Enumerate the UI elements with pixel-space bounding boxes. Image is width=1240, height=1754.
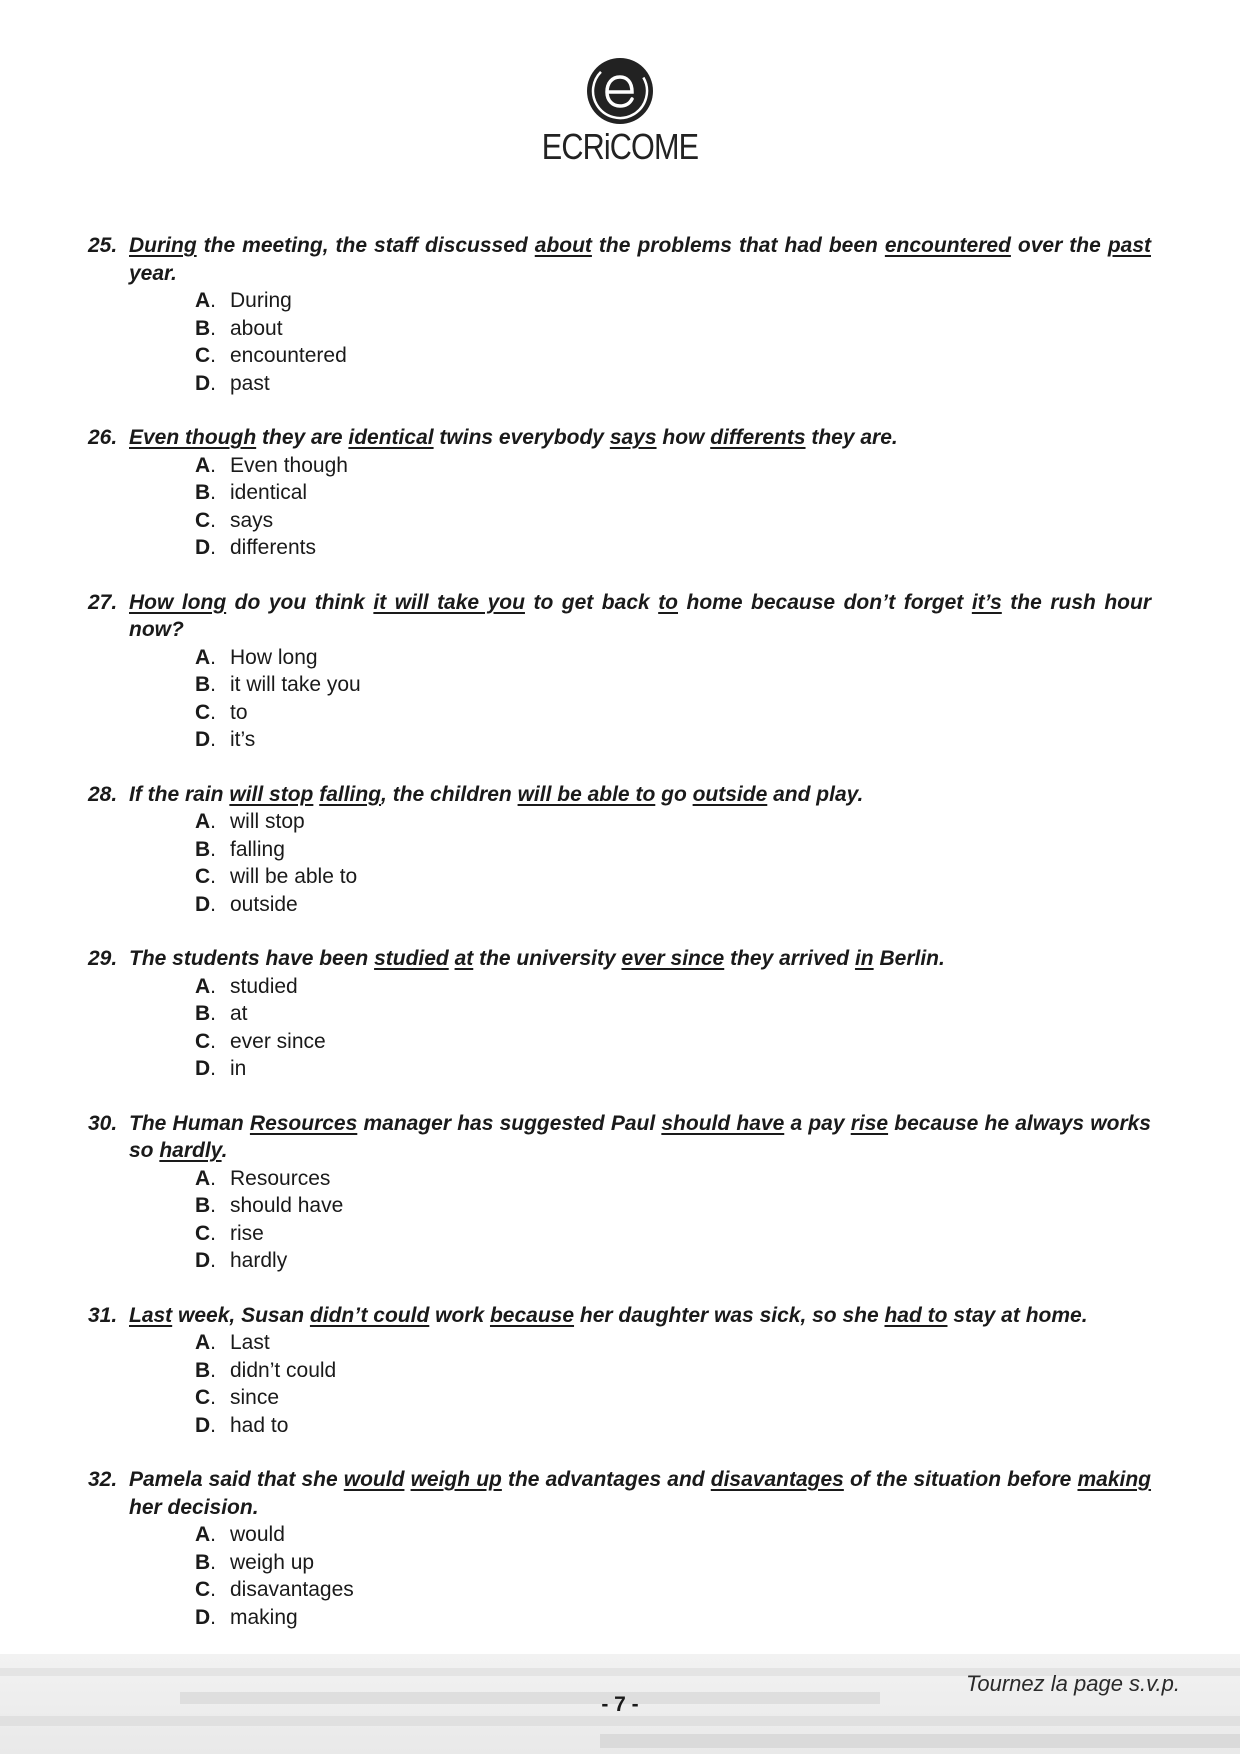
question-27 [88,589,1151,754]
option-letter-text: C [195,1578,211,1601]
text-segment: of the situation before [843,1468,1078,1491]
option-letter: B. [195,1194,217,1217]
option-text: studied [230,974,298,998]
option-letter: C. [195,344,217,367]
option-text: had to [230,1413,289,1437]
answer-option-b[interactable] [195,1000,1151,1028]
underlined-segment: How long [129,590,227,614]
option-letter: C. [195,1386,217,1409]
option-text: encountered [230,344,347,367]
answer-option-d[interactable] [195,891,1151,919]
option-text: about [230,316,283,340]
option-letter: D. [195,1605,217,1629]
underlined-segment: Even though [129,426,257,449]
option-letter-text: D [195,1249,211,1272]
underlined-segment: should have [661,1111,785,1135]
question-text [129,945,1151,973]
question-stem [88,424,1151,452]
question-number: 26. [88,426,118,449]
answer-option-c[interactable] [195,507,1151,535]
option-letter: A. [195,810,217,833]
logo-wordmark: ECRiCOME [541,126,699,167]
option-letter: A. [195,645,217,669]
underlined-segment: differents [710,426,806,449]
option-text: ever since [230,1029,326,1053]
answer-option-a[interactable] [195,1329,1151,1357]
underlined-segment: identical [348,426,434,449]
option-text: will stop [230,810,305,833]
option-text: at [230,1002,248,1025]
text-segment: a pay [784,1111,851,1135]
option-letter: D. [195,1057,217,1080]
answer-option-a[interactable] [195,287,1151,315]
underlined-segment: says [609,426,657,449]
option-letter-text: C [195,865,211,888]
question-stem [88,589,1151,644]
option-letter: D. [195,892,217,916]
option-letter-text: D [195,892,211,916]
text-segment: home because don’t forget [678,590,972,614]
answer-option-a[interactable] [195,808,1151,836]
answer-option-d[interactable] [195,1247,1151,1275]
option-text: would [230,1523,285,1546]
answer-options [195,644,1151,754]
text-segment: Pamela said that she [129,1468,344,1491]
question-32 [88,1466,1151,1631]
option-text: rise [230,1221,264,1245]
text-segment: the rush hour now? [129,590,1151,641]
answer-options [195,287,1151,397]
text-segment: Berlin. [873,947,945,970]
option-letter: B. [195,837,217,861]
question-stem [88,1302,1151,1330]
option-letter: D. [195,536,217,559]
option-letter-text: B [195,481,211,504]
question-text [129,589,1151,644]
question-stem [88,945,1151,973]
answer-option-c[interactable] [195,1576,1151,1604]
option-letter: C. [195,1578,217,1601]
option-letter: D. [195,1249,217,1272]
option-letter: A. [195,1166,217,1190]
answer-option-a[interactable] [195,1521,1151,1549]
answer-option-d[interactable] [195,1604,1151,1632]
question-text [129,781,1151,809]
turn-page-note: Tournez la page s.v.p. [965,1671,1180,1696]
text-segment: the meeting, the staff discussed [196,234,535,257]
question-number: 25. [88,234,118,257]
underlined-segment: disavantages [710,1468,844,1491]
text-segment: her decision. [129,1495,259,1519]
option-letter: A. [195,289,217,312]
question-text [129,232,1151,287]
text-segment: they arrived [724,947,855,970]
option-letter-text: A [195,810,211,833]
text-segment: the university [473,947,622,970]
option-letter: B. [195,1550,217,1574]
underlined-segment: because [489,1303,575,1327]
option-text: outside [230,892,298,916]
text-segment: over the [1010,234,1108,257]
question-25 [88,232,1151,397]
option-letter-text: A [195,1331,211,1354]
text-segment: manager has suggested Paul [357,1111,662,1135]
option-letter-text: D [195,1605,211,1629]
option-letter: C. [195,508,217,532]
question-26 [88,424,1151,562]
ecricome-e-icon [587,58,653,124]
option-letter: A. [195,1523,217,1546]
answer-option-a[interactable] [195,1165,1151,1193]
answer-options [195,452,1151,562]
question-stem [88,232,1151,287]
option-letter-text: C [195,1386,211,1409]
option-letter: C. [195,700,217,724]
option-letter: B. [195,481,217,504]
question-number: 30. [88,1111,118,1135]
text-segment: because he always works so [129,1111,1151,1162]
ecricome-logo [0,58,1240,168]
text-segment: the problems that had been [591,234,885,257]
option-letter: D. [195,371,217,395]
option-text: it will take you [230,673,361,696]
question-text [129,1110,1151,1165]
option-text: How long [230,645,318,669]
option-letter-text: D [195,371,211,395]
option-letter: C. [195,1221,217,1245]
answer-option-c[interactable] [195,342,1151,370]
option-letter-text: D [195,1413,211,1437]
answer-option-a[interactable] [195,452,1151,480]
question-stem [88,781,1151,809]
underlined-segment: at [454,947,474,970]
option-text: didn’t could [230,1358,337,1382]
option-letter-text: D [195,728,211,751]
option-letter-text: B [195,1550,211,1574]
answer-option-d[interactable] [195,534,1151,562]
option-letter-text: B [195,1194,211,1217]
answer-option-d[interactable] [195,1412,1151,1440]
question-stem [88,1466,1151,1521]
question-number: 28. [88,782,118,806]
underlined-segment: would [343,1468,405,1491]
answer-option-c[interactable] [195,1220,1151,1248]
option-text: falling [230,837,285,861]
answer-option-d[interactable] [195,370,1151,398]
underlined-segment: past [1107,234,1151,257]
option-text: to [230,700,248,724]
option-text: differents [230,536,316,559]
answer-option-c[interactable] [195,699,1151,727]
underlined-segment: in [854,947,874,970]
option-text: Last [230,1331,270,1354]
answer-options [195,1329,1151,1439]
option-text: During [230,289,292,312]
option-text: in [230,1057,247,1080]
underlined-segment: weigh up [410,1468,502,1491]
option-letter-text: A [195,974,211,998]
option-letter-text: B [195,1358,211,1382]
answer-option-b[interactable] [195,1192,1151,1220]
option-letter-text: C [195,700,211,724]
page-number: - 7 - [601,1693,639,1716]
answer-options [195,1165,1151,1275]
question-number: 29. [88,947,118,970]
answer-option-b[interactable] [195,1357,1151,1385]
question-31 [88,1302,1151,1440]
question-number: 31. [88,1303,118,1327]
underlined-segment: falling [319,782,382,806]
text-segment: her daughter was sick, so she [574,1303,885,1327]
option-text: it’s [230,728,256,751]
underlined-segment: about [534,234,592,257]
answer-option-b[interactable] [195,315,1151,343]
option-letter-text: B [195,673,211,696]
underlined-segment: will stop [229,782,314,806]
option-letter-text: A [195,645,211,669]
underlined-segment: encountered [884,234,1011,257]
option-text: disavantages [230,1578,354,1601]
option-letter-text: B [195,1002,211,1025]
underlined-segment: to [658,590,679,614]
text-segment: how [656,426,711,449]
underlined-segment: studied [374,947,449,970]
option-letter-text: A [195,453,211,477]
option-letter-text: D [195,1057,211,1080]
answer-option-b[interactable] [195,836,1151,864]
answer-option-b[interactable] [195,479,1151,507]
option-text: says [230,508,274,532]
text-segment: stay at home. [947,1303,1088,1327]
text-segment: the advantages and [501,1468,711,1491]
text-segment: , the children [381,782,518,806]
option-letter-text: A [195,289,211,312]
text-segment: go [655,782,693,806]
underlined-segment: it will take you [373,590,525,614]
underlined-segment: rise [850,1111,889,1135]
answer-option-c[interactable] [195,1028,1151,1056]
option-letter-text: B [195,316,211,340]
answer-option-b[interactable] [195,671,1151,699]
answer-option-c[interactable] [195,1384,1151,1412]
text-segment: they are [256,426,349,449]
answer-option-a[interactable] [195,644,1151,672]
underlined-segment: had to [884,1303,948,1327]
text-segment: The students have been [129,947,375,970]
question-29 [88,945,1151,1083]
question-text [129,424,1151,452]
question-28 [88,781,1151,919]
answer-option-d[interactable] [195,1055,1151,1083]
option-letter-text: C [195,1221,211,1245]
answer-option-a[interactable] [195,973,1151,1001]
question-number: 32. [88,1468,118,1491]
option-letter-text: A [195,1523,211,1546]
option-text: Resources [230,1166,331,1190]
option-text: since [230,1386,280,1409]
underlined-segment: Resources [249,1111,358,1135]
option-letter: B. [195,673,217,696]
option-letter-text: C [195,344,211,367]
option-letter: A. [195,974,217,998]
option-letter-text: C [195,508,211,532]
answer-option-d[interactable] [195,726,1151,754]
underlined-segment: will be able to [517,782,656,806]
option-letter-text: C [195,1029,211,1053]
text-segment: work [429,1303,490,1327]
option-text: making [230,1605,298,1629]
answer-options [195,1521,1151,1631]
option-letter-text: D [195,536,211,559]
option-text: Even though [230,453,348,477]
underlined-segment: During [129,234,197,257]
question-30 [88,1110,1151,1275]
option-text: will be able to [230,865,358,888]
text-segment: week, Susan [172,1303,310,1327]
option-letter: B. [195,1358,217,1382]
option-letter: C. [195,865,217,888]
question-list [88,232,1151,1658]
underlined-segment: outside [692,782,768,806]
underlined-segment: didn’t could [309,1303,430,1327]
answer-option-b[interactable] [195,1549,1151,1577]
answer-option-c[interactable] [195,863,1151,891]
text-segment: If the rain [129,782,230,806]
question-text [129,1466,1151,1521]
option-letter: D. [195,728,217,751]
option-letter: B. [195,316,217,340]
text-segment: The Human [129,1111,250,1135]
option-letter: B. [195,1002,217,1025]
option-letter: D. [195,1413,217,1437]
option-letter: C. [195,1029,217,1053]
question-stem [88,1110,1151,1165]
underlined-segment: it’s [971,590,1002,614]
text-segment: to get back [524,590,659,614]
text-segment: and play. [767,782,864,806]
option-text: hardly [230,1249,288,1272]
text-segment: they are. [805,426,898,449]
text-segment: twins everybody [433,426,610,449]
answer-options [195,808,1151,918]
text-segment: do you think [226,590,374,614]
text-segment: . [221,1139,228,1162]
option-letter-text: A [195,1166,211,1190]
question-text [129,1302,1151,1330]
answer-options [195,973,1151,1083]
text-segment: year. [129,261,177,285]
question-number: 27. [88,590,118,614]
option-letter-text: B [195,837,211,861]
underlined-segment: hardly [159,1139,222,1162]
option-text: should have [230,1194,344,1217]
option-text: identical [230,481,308,504]
option-letter: A. [195,1331,217,1354]
underlined-segment: making [1077,1468,1152,1491]
underlined-segment: Last [129,1303,173,1327]
option-letter: A. [195,453,217,477]
option-text: past [230,371,270,395]
option-text: weigh up [230,1550,315,1574]
underlined-segment: ever since [621,947,725,970]
